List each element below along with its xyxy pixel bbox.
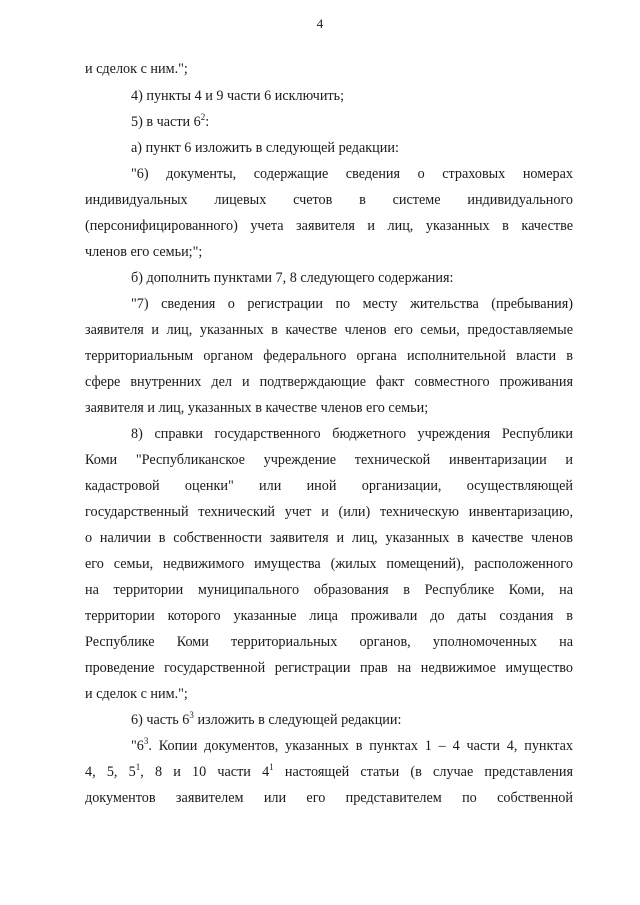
text-line: кадастровой оценки" или иной организации, осуществляющей — [85, 478, 573, 494]
text-line: проведение государственной регистрации прав на недвижимое имущество — [85, 660, 573, 676]
text-line: и сделок с ним."; — [85, 686, 188, 702]
text-line: заявителя и лиц, указанных в качестве членов его семьи; — [85, 400, 429, 416]
text-line: документов заявителем или его представителем по собственной — [85, 790, 573, 806]
text-line: и сделок с ним."; — [85, 61, 188, 77]
text-line: о наличии в собственности заявителя и лиц, указанных в качестве членов — [85, 530, 573, 546]
text-line: 5) в части $6^2$: — [131, 112, 210, 130]
text-line: заявителя и лиц, указанных в качестве членов его семьи, предоставляемые — [85, 322, 573, 338]
text-line: б) дополнить пунктами 7, 8 следующего содержания: — [131, 270, 454, 286]
text-line: "6) документы, содержащие сведения о страховых номерах — [131, 166, 573, 182]
text-line: 4, 5, $5^1$, 8 и 10 части $4^1$ настоящей статьи (в случае представления — [85, 762, 573, 780]
text-line: "$6^3$. Копии документов, указанных в пунктах 1 – 4 части 4, пунктах — [131, 736, 573, 754]
text-line: 4) пункты 4 и 9 части 6 исключить; — [131, 88, 345, 104]
text-line: территориальным органом федерального органа исполнительной власти в — [85, 348, 573, 364]
page-number: 4 — [316, 16, 324, 31]
text-line: "7) сведения о регистрации по месту жительства (пребывания) — [131, 296, 573, 312]
text-line: его семьи, недвижимого имущества (жилых помещений), расположенного — [85, 556, 573, 572]
text-line: Республике Коми территориальных органов, уполномоченных на — [85, 634, 573, 650]
text-line: членов его семьи;"; — [85, 244, 203, 260]
text-line: Коми "Республиканское учреждение технической инвентаризации и — [85, 452, 573, 468]
text-line: а) пункт 6 изложить в следующей редакции: — [131, 140, 399, 156]
text-line: государственный технический учет и (или) техническую инвентаризацию, — [85, 504, 573, 520]
text-line: 6) часть $6^3$ изложить в следующей редакции: — [131, 710, 402, 728]
text-line: индивидуальных лицевых счетов в системе индивидуального — [85, 192, 573, 208]
text-line: на территории муниципального образования в Республике Коми, на — [85, 582, 573, 598]
text-line: территории которого указанные лица проживали до даты создания в — [85, 608, 573, 624]
text-line: 8) справки государственного бюджетного учреждения Республики — [131, 426, 573, 442]
text-line: сфере внутренних дел и подтверждающие факт совместного проживания — [85, 374, 573, 390]
text-line: (персонифицированного) учета заявителя и лиц, указанных в качестве — [85, 218, 573, 234]
